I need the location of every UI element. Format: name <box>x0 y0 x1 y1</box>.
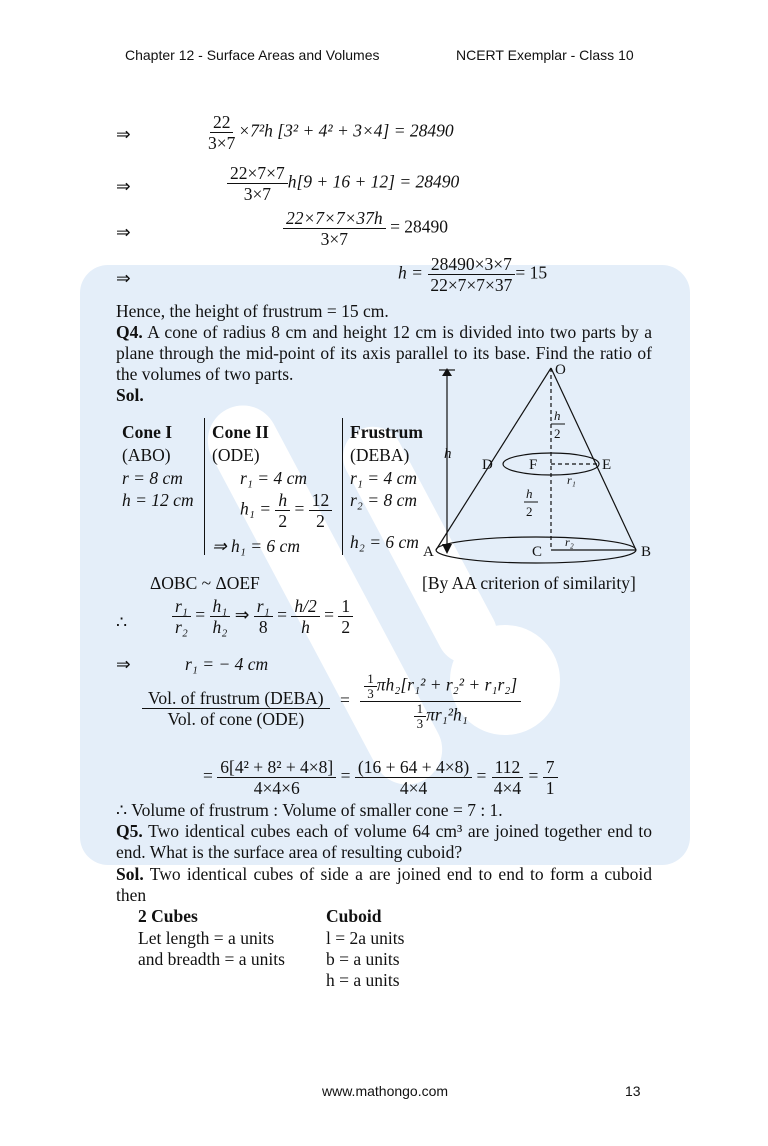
cuboid-line-2: b = a units <box>326 949 400 969</box>
q4-sol-label: Sol. <box>116 385 144 405</box>
fraction <box>217 757 336 798</box>
volume-ratio: $\frac{\text{Vol. of frustrum (DEBA)}}{\text{Vol. of cone (ODE)}}$ = $\frac{1}{3}$ πh₂[r₁² + r₂² + r₁r₂] $\frac{1}{3}$ πr₁²h₁ <box>142 672 521 731</box>
q5-solution <box>116 864 652 906</box>
fraction <box>414 702 427 731</box>
numerator: (16 + 64 + 4×8) <box>355 757 472 778</box>
denominator: 3×7 <box>208 133 236 153</box>
numerator: 7 <box>543 757 558 778</box>
step-4 <box>398 254 547 295</box>
equation-text: = 15 <box>515 262 548 283</box>
numerator: r₁ <box>172 596 191 617</box>
fraction <box>360 672 521 731</box>
numerator: h <box>275 490 290 511</box>
question-label: Q5. <box>116 821 143 841</box>
fraction <box>364 672 377 701</box>
fraction <box>309 490 333 531</box>
numerator: 1 <box>338 596 353 617</box>
book-header: NCERT Exemplar - Class 10 <box>456 47 634 63</box>
numerator: Vol. of frustrum (DEBA) <box>142 688 330 709</box>
fraction <box>254 596 273 637</box>
numerator: 6[4² + 8² + 4×8] <box>217 757 336 778</box>
sol-label: Sol. <box>116 864 144 884</box>
footer-site[interactable]: www.mathongo.com <box>322 1083 449 1099</box>
cone1-r: r = 8 cm <box>122 468 183 488</box>
equation-text: = 28490 <box>390 216 449 237</box>
step-arrow: ⇒ <box>116 654 131 674</box>
page-number: 13 <box>625 1083 641 1099</box>
q3-conclusion: Hence, the height of frustrum = 15 cm. <box>116 301 389 321</box>
half-num-bottom: h <box>526 486 533 501</box>
cuboid-line-3: h = a units <box>326 970 400 990</box>
denominator <box>411 702 471 731</box>
q5-question <box>116 821 652 863</box>
fraction <box>205 112 238 153</box>
denominator: Vol. of cone (ODE) <box>167 709 305 729</box>
cone1-sub: (ABO) <box>122 445 171 465</box>
r1-result: r₁ = − 4 cm <box>185 654 269 674</box>
h1-lhs: h₁ = <box>240 498 272 519</box>
cuboid-title: Cuboid <box>326 906 382 926</box>
label-E: E <box>602 457 612 473</box>
table-divider <box>204 418 205 555</box>
numerator: h/2 <box>291 596 319 617</box>
arrow-head-top <box>442 368 452 376</box>
numerator: 22×7×7 <box>227 163 288 184</box>
equation-lhs: h = <box>398 262 423 283</box>
label-F: F <box>529 457 538 473</box>
cubes-line-2: and breadth = a units <box>138 949 285 969</box>
denominator: 2 <box>341 617 351 637</box>
half-num-top: h <box>554 408 561 423</box>
cone2-r1: r₁ = 4 cm <box>240 468 307 488</box>
fraction <box>275 490 290 531</box>
equation-text: ×7²h [3² + 4² + 3×4] = 28490 <box>238 120 454 141</box>
step-1 <box>205 112 454 153</box>
denominator: 2 <box>316 511 325 531</box>
similarity: ΔOBC ~ ΔOEF <box>150 573 260 593</box>
label-C: C <box>532 544 543 560</box>
numerator <box>360 672 521 702</box>
denominator: 3 <box>416 716 424 731</box>
cone2-h1-result: ⇒ h₁ = 6 cm <box>212 536 300 556</box>
fraction <box>338 596 353 637</box>
numerator: 22×7×7×37h <box>283 208 386 229</box>
fraction <box>142 688 330 729</box>
table-divider <box>342 418 343 555</box>
fraction <box>355 757 472 798</box>
numerator: r₁ <box>254 596 273 617</box>
denominator: h₂ <box>212 617 228 637</box>
denominator: 22×7×7×37 <box>430 275 513 295</box>
fraction <box>172 596 191 637</box>
chapter-header: Chapter 12 - Surface Areas and Volumes <box>125 47 380 63</box>
step-arrow: ⇒ <box>116 124 131 144</box>
fraction <box>543 757 558 798</box>
fraction <box>210 596 231 637</box>
cuboid-line-1: l = 2a units <box>326 928 405 948</box>
fraction <box>283 208 386 249</box>
therefore-symbol: ∴ <box>116 612 128 632</box>
label-r1: r₁ <box>567 473 576 487</box>
denominator: 4×4 <box>493 778 522 798</box>
arrow-head-bottom <box>442 544 452 554</box>
numerator: 28490×3×7 <box>428 254 515 275</box>
numerator: 112 <box>492 757 524 778</box>
step-arrow: ⇒ <box>116 222 131 242</box>
question-label: Q4. <box>116 322 143 342</box>
denominator: 3×7 <box>320 229 349 249</box>
half-den-bottom: 2 <box>526 504 533 519</box>
fraction <box>491 757 524 798</box>
question-text: Two identical cubes each of volume 64 cm³ are joined together end to end. What is the surface area of resulting cuboid? <box>116 821 652 862</box>
fraction <box>291 596 319 637</box>
label-D: D <box>482 457 493 473</box>
cone1-h: h = 12 cm <box>122 490 194 510</box>
rhs-bottom: πr₁²h₁ <box>426 704 468 725</box>
denominator: 2 <box>278 511 288 531</box>
denominator: h <box>301 617 310 637</box>
fraction <box>227 163 288 204</box>
cone2-title: Cone II <box>212 422 269 442</box>
denominator: 1 <box>545 778 555 798</box>
step-3 <box>283 208 448 249</box>
label-B: B <box>641 544 652 560</box>
step-arrow: ⇒ <box>116 176 131 196</box>
fraction <box>427 254 515 295</box>
frustrum-h2: h₂ = 6 cm <box>350 532 419 552</box>
step-2 <box>227 163 459 204</box>
question-text: A cone of radius 8 cm and height 12 cm is divided into two parts by a plane through the mid-point of its axis parallel to its base. Find the ratio of the volumes of two parts. <box>116 322 652 384</box>
calculation-line: = $\frac{\text{6[4² + 8² + 4×8]}}{4\times 4\times 6}$ = $\frac{(16 + 64 + 4\times 8)}{4\times 4}$ = $\frac{112}{4\times 4}$ = $\frac{7}{1}$ <box>203 757 558 798</box>
denominator: 3 <box>367 686 374 701</box>
denominator: r₂ <box>175 617 188 637</box>
numerator: 1 <box>364 672 377 687</box>
cone2-h1: h₁ = $\frac{h}{2}$ = $\frac{12}{2}$ <box>240 490 332 531</box>
numerator: 1 <box>414 702 427 717</box>
solution-text: Two identical cubes of side a are joined end to end to form a cuboid then <box>116 864 653 905</box>
frustrum-title: Frustrum <box>350 422 423 442</box>
numerator: 12 <box>309 490 333 511</box>
denominator: 8 <box>258 617 268 637</box>
cubes-line-1: Let length = a units <box>138 928 275 948</box>
cone2-sub: (ODE) <box>212 445 260 465</box>
numerator: 22 <box>210 112 234 133</box>
q4-conclusion: ∴ Volume of frustrum : Volume of smaller cone = 7 : 1. <box>116 800 503 820</box>
denominator: 3×7 <box>243 184 272 204</box>
equation-text: h[9 + 16 + 12] = 28490 <box>287 171 460 192</box>
frustrum-r1: r₁ = 4 cm <box>350 468 417 488</box>
frustrum-sub: (DEBA) <box>350 445 410 465</box>
label-O: O <box>555 362 566 378</box>
cone-diagram <box>420 360 660 570</box>
frustrum-r2: r₂ = 8 cm <box>350 490 417 510</box>
denominator: 4×4×6 <box>253 778 300 798</box>
denominator: 4×4 <box>399 778 428 798</box>
cubes-title: 2 Cubes <box>138 906 198 926</box>
ratio-line: $\frac{\text{r₁}}{\text{r₂}}$ = $\frac{\text{h₁}}{\text{h₂}}$ ⇒ $\frac{\text{r₁}}{8}$ = $\frac{h/2}{h}$ = $\frac{1}{2}$ <box>172 596 353 637</box>
label-h: h <box>444 446 452 462</box>
step-arrow: ⇒ <box>116 268 131 288</box>
numerator: h₁ <box>210 596 231 617</box>
label-r2: r₂ <box>565 535 574 549</box>
half-den-top: 2 <box>554 426 561 441</box>
similarity-criterion: [By AA criterion of similarity] <box>422 573 636 593</box>
label-A: A <box>423 544 434 560</box>
cone1-title: Cone I <box>122 422 173 442</box>
rhs-top: πh₂[r₁² + r₂² + r₁r₂] <box>376 674 518 695</box>
